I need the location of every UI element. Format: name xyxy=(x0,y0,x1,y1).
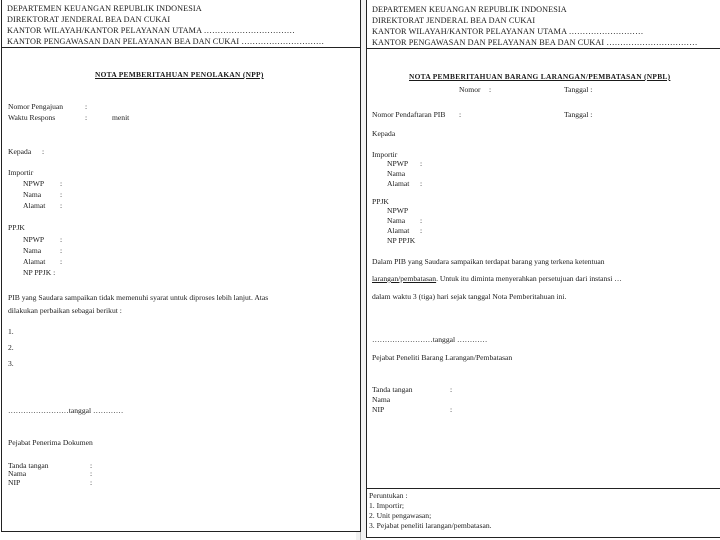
npbl-tanggal2-label: Tanggal : xyxy=(564,110,593,119)
npp-importir-label: Importir xyxy=(8,168,34,177)
npbl-colon: : xyxy=(420,226,423,235)
npp-ppjk-nama: Nama xyxy=(23,246,42,255)
npp-nomor-pengajuan-label: Nomor Pengajuan xyxy=(8,102,64,111)
npp-body-line-2: dilakukan perbaikan sebagai berikut : xyxy=(8,306,122,315)
npbl-header-line-4: KANTOR PENGAWASAN DAN PELAYANAN BEA DAN CUKAI …………………………… xyxy=(372,38,698,47)
npbl-ppjk-label: PPJK xyxy=(372,197,389,206)
npbl-place-date: ……………………tanggal ………… xyxy=(372,335,488,344)
npp-importir-alamat: Alamat xyxy=(23,201,46,210)
npp-sign-colon: : xyxy=(90,461,93,470)
npp-importir-nama: Nama xyxy=(23,190,42,199)
npp-place-date: ……………………tanggal ………… xyxy=(8,406,124,415)
npbl-body-line-2 xyxy=(372,274,622,283)
npbl-colon: : xyxy=(420,179,423,188)
npp-header-line-1: DEPARTEMEN KEUANGAN REPUBLIK INDONESIA xyxy=(7,4,202,13)
npp-item-3: 3. xyxy=(8,359,14,368)
npbl-distribution-title: Peruntukan : xyxy=(369,491,408,500)
npbl-sign-colon: : xyxy=(450,385,453,394)
npp-name-colon: : xyxy=(90,469,93,478)
npp-nip-label: NIP xyxy=(8,478,21,487)
npbl-ppjk-npwp: NPWP xyxy=(387,206,409,215)
npp-ppjk-np: NP PPJK : xyxy=(23,268,56,277)
npp-colon: : xyxy=(60,190,63,199)
npp-importir-npwp: NPWP xyxy=(23,179,45,188)
npbl-tanggal-label: Tanggal : xyxy=(564,85,593,94)
npp-colon: : xyxy=(60,235,63,244)
npp-header-line-4: KANTOR PENGAWASAN DAN PELAYANAN BEA DAN CUKAI ………………………… xyxy=(7,37,325,46)
npp-kepada-label: Kepada xyxy=(8,147,32,156)
npp-item-1: 1. xyxy=(8,327,14,336)
npbl-ppjk-np: NP PPJK xyxy=(387,236,416,245)
npp-signer: Pejabat Penerima Dokumen xyxy=(8,438,93,447)
npbl-nomor-colon: : xyxy=(489,85,492,94)
npp-nomor-pengajuan-colon: : xyxy=(85,102,88,111)
npbl-body-underlined: larangan/pembatasan xyxy=(372,274,437,283)
npp-colon: : xyxy=(60,179,63,188)
npbl-importir-npwp: NPWP xyxy=(387,159,409,168)
npbl-name-label: Nama xyxy=(372,395,391,404)
npp-colon: : xyxy=(60,201,63,210)
npp-name-label: Nama xyxy=(8,469,27,478)
npbl-colon: : xyxy=(420,216,423,225)
npp-form-page xyxy=(1,0,361,532)
npbl-header-line-2: DIREKTORAT JENDERAL BEA DAN CUKAI xyxy=(372,16,536,25)
npbl-body-line-2-rest: . Untuk itu diminta menyerahkan persetujuan dari instansi … xyxy=(436,274,622,283)
npp-header-line-3: KANTOR WILAYAH/KANTOR PELAYANAN UTAMA …………………………… xyxy=(7,26,295,35)
npbl-header-line-3: KANTOR WILAYAH/KANTOR PELAYANAN UTAMA ……………………… xyxy=(372,27,644,36)
npbl-importir-alamat: Alamat xyxy=(387,179,410,188)
npbl-distribution-item-2: 2. Unit pengawasan; xyxy=(369,511,432,520)
npbl-header-line-1: DEPARTEMEN KEUANGAN REPUBLIK INDONESIA xyxy=(372,5,567,14)
npp-waktu-respons-colon: : xyxy=(85,113,88,122)
npbl-footer-rule xyxy=(367,488,720,489)
npbl-pib-label: Nomor Pendaftaran PIB xyxy=(372,110,446,119)
npp-waktu-respons-label: Waktu Respons xyxy=(8,113,56,122)
npp-ppjk-npwp: NPWP xyxy=(23,235,45,244)
npbl-importir-nama: Nama xyxy=(387,169,406,178)
npbl-distribution-item-3: 3. Pejabat peneliti larangan/pembatasan. xyxy=(369,521,492,530)
npbl-kepada: Kepada xyxy=(372,129,396,138)
npp-item-2: 2. xyxy=(8,343,14,352)
npbl-form-page xyxy=(366,0,720,538)
npp-sign-label: Tanda tangan xyxy=(8,461,49,470)
npp-header-line-2: DIREKTORAT JENDERAL BEA DAN CUKAI xyxy=(7,15,171,24)
npbl-nomor-label: Nomor xyxy=(459,85,481,94)
npp-waktu-respons-unit: menit xyxy=(112,113,130,122)
npp-ppjk-alamat: Alamat xyxy=(23,257,46,266)
npbl-sign-label: Tanda tangan xyxy=(372,385,413,394)
npbl-ppjk-alamat: Alamat xyxy=(387,226,410,235)
npbl-signer: Pejabat Peneliti Barang Larangan/Pembatasan xyxy=(372,353,513,362)
npbl-pib-colon: : xyxy=(459,110,462,119)
npp-header-rule xyxy=(2,47,360,48)
npbl-importir-label: Importir xyxy=(372,150,398,159)
npp-body-line-1: PIB yang Saudara sampaikan tidak memenuhi syarat untuk diproses lebih lanjut. Atas xyxy=(8,293,269,302)
npp-colon: : xyxy=(60,257,63,266)
npbl-nip-colon: : xyxy=(450,405,453,414)
npp-kepada-colon: : xyxy=(42,147,45,156)
npbl-title: NOTA PEMBERITAHUAN BARANG LARANGAN/PEMBATASAN (NPBL) xyxy=(409,72,671,81)
npbl-body-line-1: Dalam PIB yang Saudara sampaikan terdapat barang yang terkena ketentuan xyxy=(372,257,605,266)
npbl-body-line-3: dalam waktu 3 (tiga) hari sejak tanggal Nota Pemberitahuan ini. xyxy=(372,292,567,301)
npbl-nip-label: NIP xyxy=(372,405,385,414)
npbl-colon: : xyxy=(420,159,423,168)
npp-colon: : xyxy=(60,246,63,255)
npbl-ppjk-nama: Nama xyxy=(387,216,406,225)
npp-nip-colon: : xyxy=(90,478,93,487)
npbl-distribution-item-1: 1. Importir; xyxy=(369,501,405,510)
npp-ppjk-label: PPJK xyxy=(8,223,25,232)
npp-title: NOTA PEMBERITAHUAN PENOLAKAN (NPP) xyxy=(95,70,264,79)
npbl-header-rule xyxy=(367,48,720,49)
